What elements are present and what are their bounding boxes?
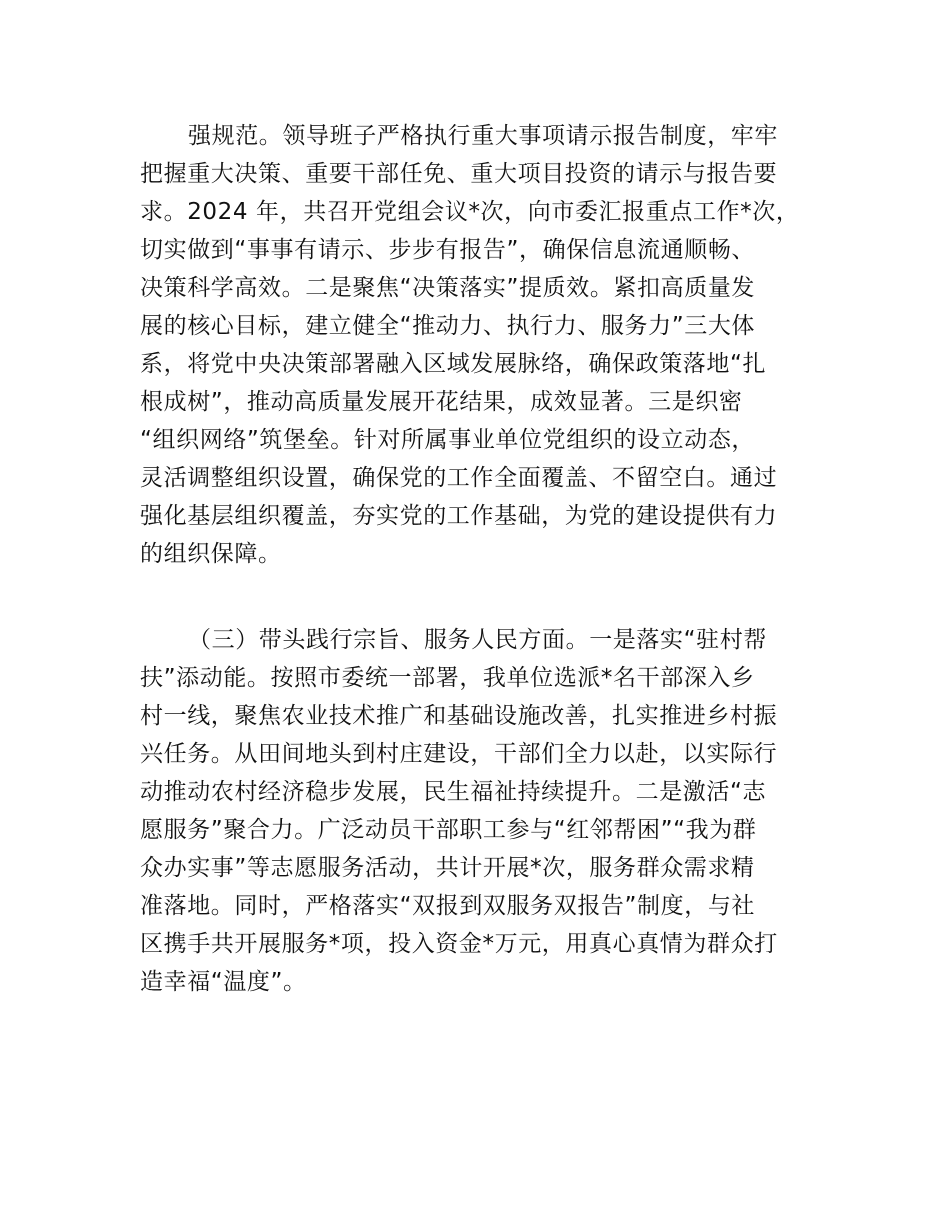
paragraph-serve-the-people	[140, 621, 840, 1001]
text-line: 展的核心目标，建立健全“推动力、执行力、服务力”三大体	[140, 313, 756, 339]
text-line: 强规范。领导班子严格执行重大事项请示报告制度，牢牢	[188, 123, 778, 149]
text-line: 灵活调整组织设置，确保党的工作全面覆盖、不留空白。通过	[140, 465, 778, 491]
text-line: 把握重大决策、重要干部任免、重大项目投资的请示与报告要	[140, 161, 778, 187]
text-line: 求。2024 年，共召开党组会议*次，向市委汇报重点工作*次，	[140, 199, 800, 225]
text-line: 动推动农村经济稳步发展，民生福祉持续提升。二是激活“志	[140, 779, 767, 805]
text-line: 的组织保障。	[140, 541, 282, 567]
text-line: 众办实事”等志愿服务活动，共计开展*次，服务群众需求精	[140, 855, 755, 881]
text-line: 兴任务。从田间地头到村庄建设，干部们全力以赴，以实际行	[140, 741, 778, 767]
text-line: 根成树”，推动高质量发展开花结果，成效显著。三是织密	[140, 389, 743, 415]
text-line: 系，将党中央决策部署融入区域发展脉络，确保政策落地“扎	[140, 351, 767, 377]
text-line: （三）带头践行宗旨、服务人民方面。一是落实“驻村帮	[188, 627, 767, 653]
text-line: 强化基层组织覆盖，夯实党的工作基础，为党的建设提供有力	[140, 503, 778, 529]
text-line: 愿服务”聚合力。广泛动员干部职工参与“红邻帮困”“我为群	[140, 817, 757, 843]
text-line: 切实做到“事事有请示、步步有报告”，确保信息流通顺畅、	[140, 237, 756, 263]
text-line: 村一线，聚焦农业技术推广和基础设施改善，扎实推进乡村振	[140, 703, 778, 729]
text-line: 区携手共开展服务*项，投入资金*万元，用真心真情为群众打	[140, 931, 778, 957]
paragraph-organization-standards	[140, 117, 840, 573]
text-line: 准落地。同时，严格落实“双报到双服务双报告”制度，与社	[140, 893, 756, 919]
text-line: 决策科学高效。二是聚焦“决策落实”提质效。紧扣高质量发	[140, 275, 756, 301]
text-line: “组织网络”筑堡垒。针对所属事业单位党组织的设立动态，	[140, 427, 756, 453]
text-line: 扶”添动能。按照市委统一部署，我单位选派*名干部深入乡	[140, 665, 755, 691]
text-line: 造幸福“温度”。	[140, 969, 307, 995]
